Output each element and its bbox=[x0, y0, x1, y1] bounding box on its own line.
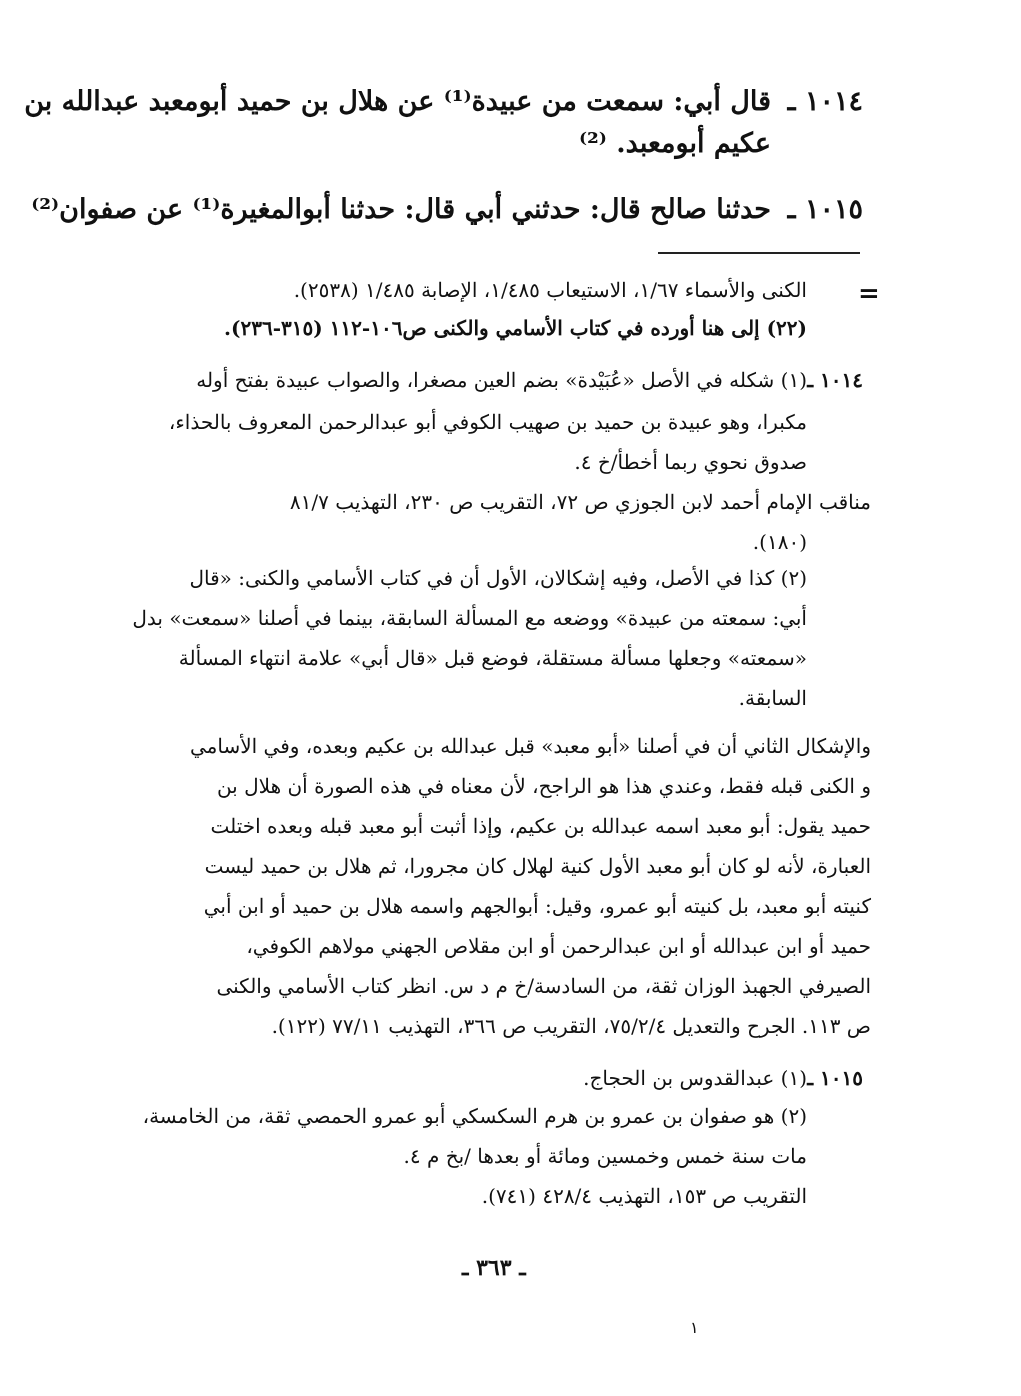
entry-1015-line-1: حدثنا صالح قال: حدثني أبي قال: حدثنا أبوالمغيرة⁽¹⁾ عن صفوان⁽²⁾ bbox=[31, 194, 771, 225]
footnote-1014-line: السابقة. bbox=[738, 686, 807, 710]
footnote-1014-line: والإشكال الثاني أن في أصلنا «أبو معبد» قبل عبدالله بن عكيم وبعده، وفي الأسامي bbox=[189, 734, 871, 758]
footnote-1014-line: (٢) كذا في الأصل، وفيه إشكالان، الأول أن في كتاب الأسامي والكنى: «قال bbox=[189, 566, 807, 590]
footnote-1014-line: مكبرا، وهو عبيدة بن حميد بن صهيب الكوفي أبو عبدالرحمن المعروف بالحذاء، bbox=[168, 410, 807, 434]
footnote-label-1014: ١٠١٤ ـ bbox=[807, 368, 863, 392]
footnote-1014-line: مناقب الإمام أحمد لابن الجوزي ص ٧٢، التقريب ص ٢٣٠، التهذيب ٨١/٧ bbox=[289, 490, 871, 514]
entry-1014-line-2: عكيم أبومعبد. ⁽²⁾ bbox=[578, 128, 771, 159]
footnote-1015-line: مات سنة خمس وخمسين ومائة أو بعدها /بخ م ٤. bbox=[403, 1144, 807, 1168]
footnote-1014-line: أبي: سمعته من عبيدة» ووضعه مع المسألة السابقة، بينما في أصلنا «سمعت» بدل bbox=[132, 606, 807, 630]
footnote-1014-line: صدوق نحوي ربما أخطأ/خ ٤. bbox=[574, 450, 807, 474]
footnote-1014-line: و الكنى قبله فقط، وعندي هذا هو الراجح، لأن معناه في هذه الصورة أن هلال بن bbox=[216, 774, 871, 798]
footnote-1015-line: (١) عبدالقدوس بن الحجاج. bbox=[583, 1066, 807, 1090]
footnote-1015-line: (٢) هو صفوان بن عمرو بن هرم السكسكي أبو عمرو الحمصي ثقة، من الخامسة، bbox=[142, 1104, 807, 1128]
footnote-label-1015: ١٠١٥ ـ bbox=[807, 1066, 863, 1090]
footnote-cont-line: الكنى والأسماء ١/٦٧، الاستيعاب ١/٤٨٥، الإصابة ١/٤٨٥ (٢٥٣٨). bbox=[293, 278, 807, 302]
page-number: ـ ٣٦٣ ـ bbox=[462, 1255, 526, 1281]
footnote-1014-line: العبارة، لأنه لو كان أبو معبد الأول كنية لهلال كان مجرورا، ثم هلال بن حميد ليست bbox=[204, 854, 871, 878]
footnote-1014-line: (١) شكله في الأصل «عُبَيْدة» بضم العين مصغرا، والصواب عبيدة بفتح أوله bbox=[196, 368, 807, 392]
entry-number-1014: ١٠١٤ ـ bbox=[787, 86, 863, 117]
footnote-1014-line: الصيرفي الجهبذ الوزان ثقة، من السادسة/خ م د س. انظر كتاب الأسامي والكنى bbox=[216, 974, 871, 998]
footnote-cont-line: (٢٢) إلى هنا أورده في كتاب الأسامي والكنى ص١٠٦-١١٢ (٣١٥-٢٣٦). bbox=[224, 316, 807, 340]
footnote-1014-line: (١٨٠). bbox=[752, 530, 807, 554]
continuation-mark: = bbox=[858, 279, 880, 309]
footnote-separator bbox=[658, 252, 860, 254]
footnote-1014-line: «سمعته» وجعلها مسألة مستقلة، فوضع قبل «قال أبي» علامة انتهاء المسألة bbox=[178, 646, 807, 670]
footnote-1014-line: ص ١١٣. الجرح والتعديل ٧٥/٢/٤، التقريب ص ٣٦٦، التهذيب ٧٧/١١ (١٢٢). bbox=[271, 1014, 871, 1038]
footnote-1014-line: حميد يقول: أبو معبد اسمه عبدالله بن عكيم، وإذا أثبت أبو معبد قبله وبعده اختلت bbox=[210, 814, 871, 838]
footnote-1014-line: حميد أو ابن عبدالله أو ابن عبدالرحمن أو ابن مقلاص الجهني مولاهم الكوفي، bbox=[246, 934, 871, 958]
entry-1014-line-1: قال أبي: سمعت من عبيدة⁽¹⁾ عن هلال بن حميد أبومعبد عبدالله بن bbox=[24, 86, 771, 117]
stray-mark: ١ bbox=[690, 1318, 699, 1337]
entry-number-1015: ١٠١٥ ـ bbox=[787, 194, 863, 225]
footnote-1015-line: التقريب ص ١٥٣، التهذيب ٤٢٨/٤ (٧٤١). bbox=[481, 1184, 807, 1208]
footnote-1014-line: كنيته أبو معبد، بل كنيته أبو عمرو، وقيل: أبوالجهم واسمه هلال بن حميد أو ابن أبي bbox=[203, 894, 871, 918]
